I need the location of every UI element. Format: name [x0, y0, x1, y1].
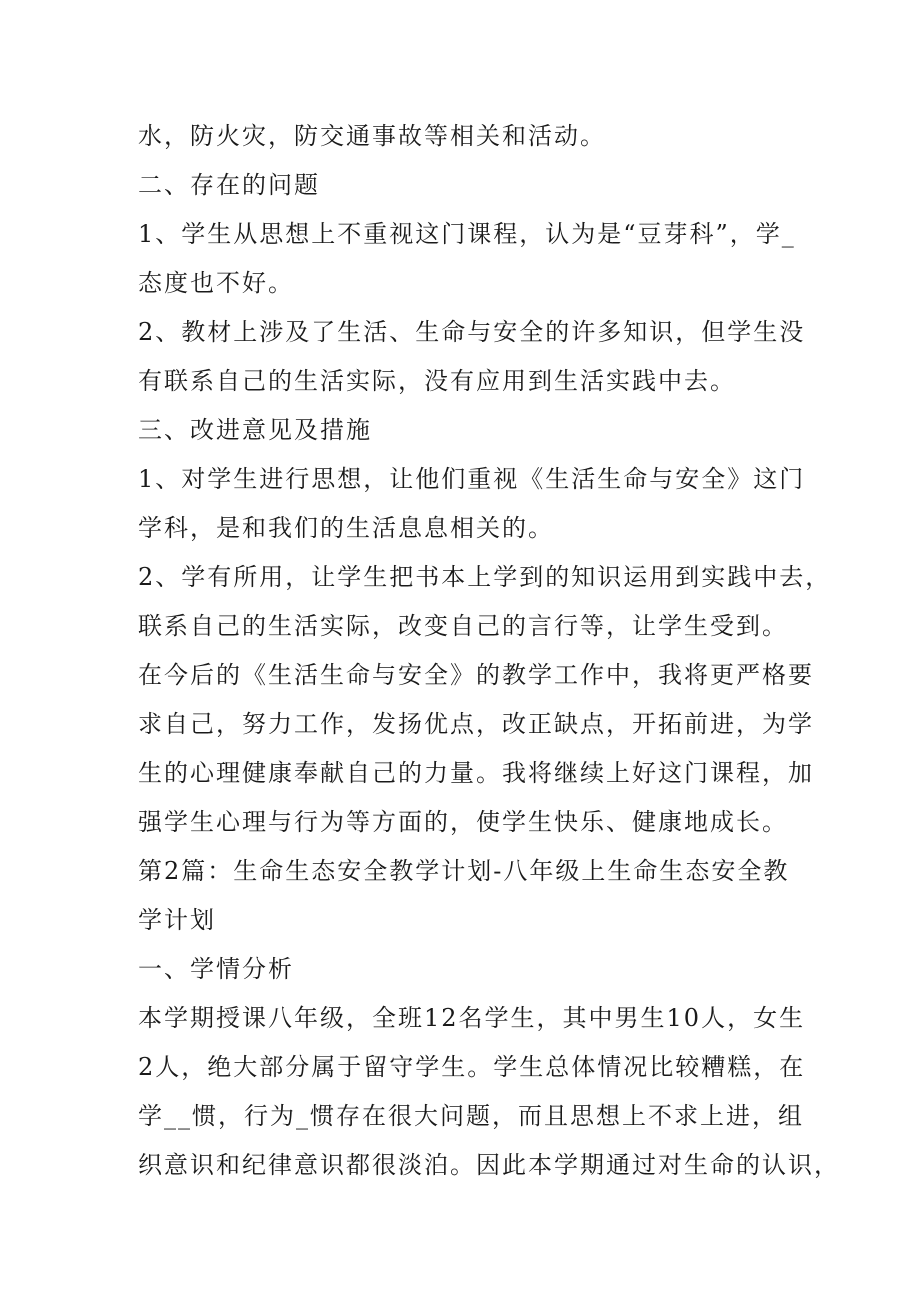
text-line: 织意识和纪律意识都很淡泊。因此本学期通过对生命的认识， [138, 1151, 840, 1179]
article-title: 学计划 [138, 906, 216, 934]
text-line: 2、学有所用，让学生把书本上学到的知识运用到实践中去， [138, 563, 832, 591]
text-line: 1、学生从思想上不重视这门课程，认为是“豆芽科”，学_ [138, 220, 796, 248]
text-line: 2、教材上涉及了生活、生命与安全的许多知识，但学生没 [138, 318, 806, 346]
text-line: 强学生心理与行为等方面的，使学生快乐、健康地成长。 [138, 808, 788, 836]
text-line: 生的心理健康奉献自己的力量。我将继续上好这门课程，加 [138, 759, 814, 787]
text-line: 在今后的《生活生命与安全》的教学工作中，我将更严格要 [138, 661, 814, 689]
text-line: 1、对学生进行思想，让他们重视《生活生命与安全》这门 [138, 465, 806, 493]
text-line: 本学期授课八年级，全班12名学生，其中男生10人，女生 [138, 1004, 806, 1032]
text-line: 学__惯，行为_惯存在很大问题，而且思想上不求上进，组 [138, 1102, 804, 1130]
section-heading: 一、学情分析 [138, 955, 294, 983]
text-line: 水，防火灾，防交通事故等相关和活动。 [138, 122, 606, 150]
text-line: 联系自己的生活实际，改变自己的言行等，让学生受到。 [138, 612, 788, 640]
section-heading: 三、改进意见及措施 [138, 416, 372, 444]
text-line: 态度也不好。 [138, 269, 294, 297]
text-line: 有联系自己的生活实际，没有应用到生活实践中去。 [138, 367, 736, 395]
article-title: 第2篇：生命生态安全教学计划-八年级上生命生态安全教 [138, 857, 790, 885]
section-heading: 二、存在的问题 [138, 171, 320, 199]
text-line: 求自己，努力工作，发扬优点，改正缺点，开拓前进，为学 [138, 710, 814, 738]
text-line: 2人，绝大部分属于留守学生。学生总体情况比较糟糕，在 [138, 1053, 806, 1081]
document-body [138, 112, 840, 1190]
text-line: 学科，是和我们的生活息息相关的。 [138, 514, 554, 542]
